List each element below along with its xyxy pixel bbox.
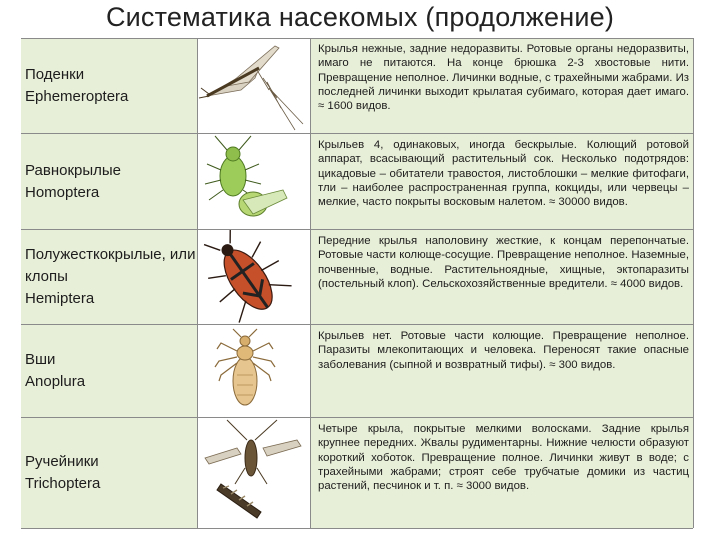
table-divider	[21, 133, 693, 134]
louse-icon	[197, 325, 310, 417]
taxon-description: Передние крылья наполовину жесткие, к концам перепончатые. Ротовые части колюще-сосущие. Превращение неполное. Наземные, почвенные, водные. Растительноядные, хищные, эктопаразиты (постельный клоп). Сельскохозяйственные вредители. ≈ 4000 видов.	[310, 230, 693, 324]
taxon-name-ru: Поденки	[25, 65, 85, 83]
taxon-name-ru: Равнокрылые	[25, 161, 122, 179]
table-divider	[21, 229, 693, 230]
mayfly-icon	[197, 38, 310, 133]
taxon-image-cell	[197, 38, 310, 133]
taxon-name-lat: Trichoptera	[25, 475, 101, 492]
table-row-ephemeroptera	[21, 38, 693, 133]
taxon-name-lat: Hemiptera	[25, 290, 95, 307]
table-row-hemiptera	[21, 230, 693, 324]
bug-icon	[197, 230, 310, 324]
table-divider	[21, 528, 693, 529]
table-row-homoptera	[21, 134, 693, 229]
taxon-description: Крыльев нет. Ротовые части колющие. Превращение неполное. Паразиты млекопитающих и человека. Переносят такие опасные заболевания (сыпной и возвратный тифы). ≈ 300 видов.	[310, 325, 693, 417]
table-divider	[197, 38, 198, 528]
table-divider	[21, 38, 693, 39]
aphid-icon	[197, 134, 310, 229]
taxon-name-ru: Ручейники	[25, 453, 99, 470]
taxon-name-cell	[21, 418, 197, 528]
taxon-description: Четыре крыла, покрытые мелкими волосками. Задние крылья крупнее передних. Жвалы рудиментарны. Нижние челюсти образуют короткий хоботок. Превращение полное. Личинки живут в воде; с трахейными жабрами; строят себе трубчатые домики из частиц растений, песчинок и т. п. ≈ 3000 видов.	[310, 418, 693, 528]
taxon-name-cell	[21, 134, 197, 229]
taxon-image-cell	[197, 134, 310, 229]
table-row-anoplura	[21, 325, 693, 417]
taxon-name-cell	[21, 325, 197, 417]
table-divider	[693, 38, 694, 528]
taxon-name-lat: Homoptera	[25, 183, 100, 201]
taxon-image-cell	[197, 230, 310, 324]
caddisfly-icon	[197, 418, 310, 528]
table-row-trichoptera	[21, 418, 693, 528]
taxon-name-cell	[21, 230, 197, 324]
taxon-image-cell	[197, 418, 310, 528]
taxon-description: Крыльев 4, одинаковых, иногда бескрылые. Колющий ротовой аппарат, всасывающий растительный сок. Несколько подотрядов: цикадовые – обитатели травостоя, листоблошки – мелкие фитофаги, тли – наиболее распространенная группа, кокциды, или червецы – мелкие, часто покрыты восковым налетом. ≈ 30000 видов.	[310, 134, 693, 229]
taxon-name-ru: Полужесткокрылые, или клопы	[25, 246, 196, 285]
taxon-name-lat: Anoplura	[25, 373, 86, 390]
taxon-description: Крылья нежные, задние недоразвиты. Ротовые органы недоразвиты, имаго не питаются. На конце брюшка 2-3 хвостовые нити. Превращение неполное. Личинки водные, с трахейными жабрами. Из последней личинки выходит крылатая субимаго, которая дает имаго. ≈ 1600 видов.	[310, 38, 693, 133]
table-divider	[310, 38, 311, 528]
table-divider	[21, 417, 693, 418]
taxon-name-cell	[21, 38, 197, 133]
page-title: Систематика насекомых (продолжение)	[105, 2, 615, 32]
taxon-name-lat: Ephemeroptera	[25, 87, 129, 105]
taxon-name-ru: Вши	[25, 351, 56, 368]
taxon-image-cell	[197, 325, 310, 417]
table-divider	[21, 324, 693, 325]
